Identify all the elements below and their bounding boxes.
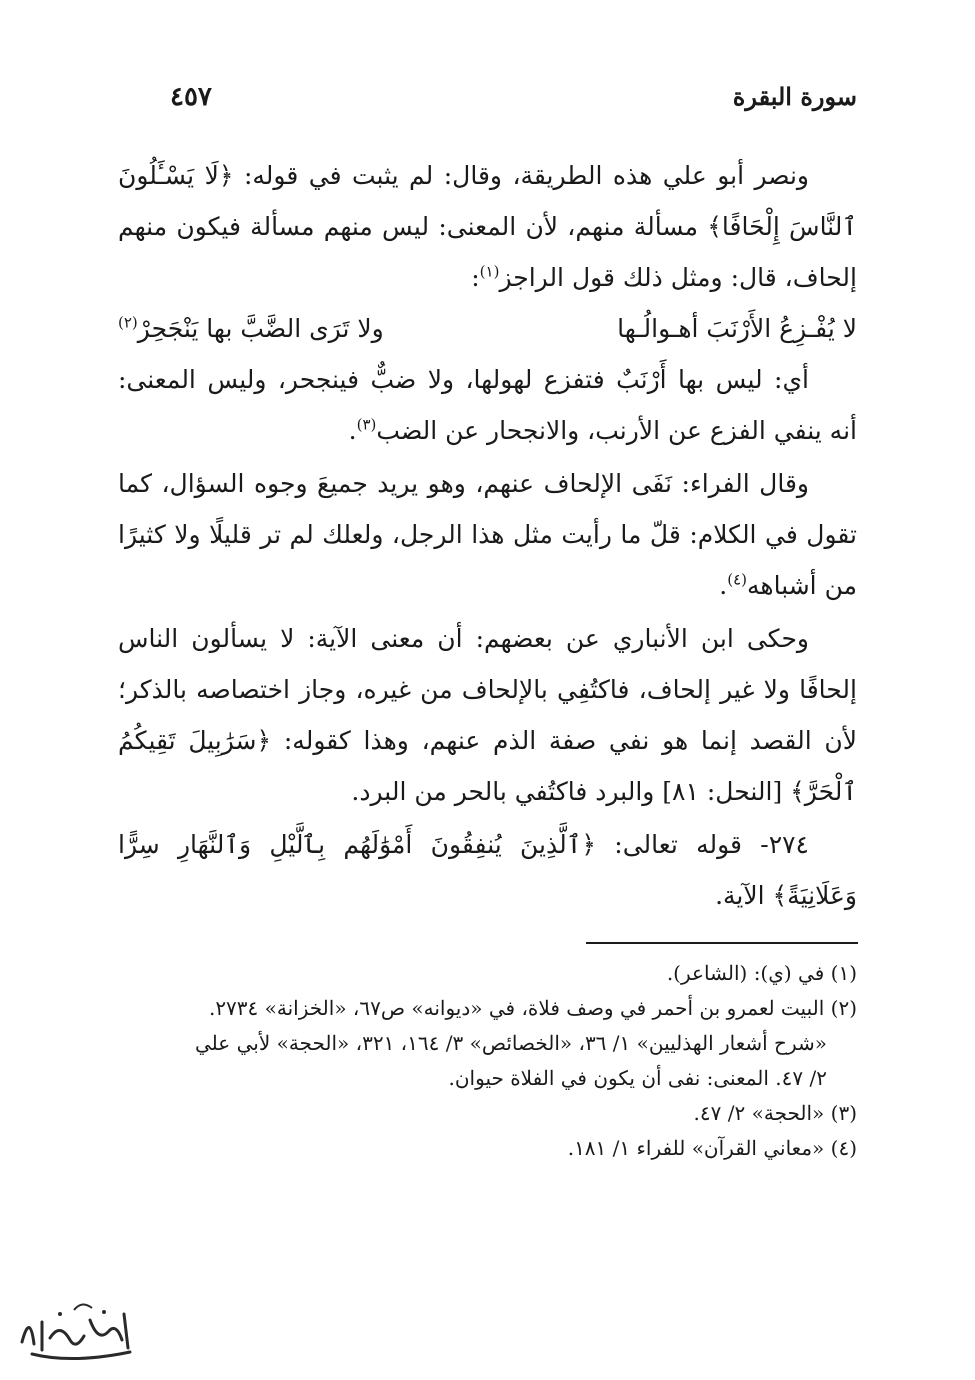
watermark-logo <box>12 1292 142 1370</box>
footnote-4: (٤) «معاني القرآن» للفراء ١/ ١٨١. <box>567 1136 857 1160</box>
paragraph-2-end: . <box>348 416 357 445</box>
paragraph-1-text: ونصر أبو علي هذه الطريقة، وقال: لم يثبت في قوله: ﴿لَا يَسْـَٔلُونَ ٱلنَّاسَ إِلْحَافًا﴾ مسألة منهم، لأن المعنى: ليس منهم مسألة فيكون منهم إلحاف، قال: ومثل ذلك قول الراجز <box>118 161 857 292</box>
sura-name: سورة البقرة <box>732 82 857 111</box>
footnote-ref-4: (٤) <box>727 570 747 589</box>
page-header <box>170 82 857 122</box>
paragraph-3-text: وقال الفراء: نَفَى الإلحاف عنهم، وهو يريد جميعَ وجوه السؤال، كما تقول في الكلام: قلّ ما رأيت مثل هذا الرجل، ولعلك لم تر قليلًا ولا كثيرًا من أشباهه <box>118 469 857 600</box>
footnote-divider <box>586 942 858 944</box>
paragraph-4: وحكى ابن الأنباري عن بعضهم: أن معنى الآية: لا يسألون الناس إلحافًا ولا غير إلحاف، فاكتُفِي بالإلحاف من غيره، وجاز اختصاصه بالذكر؛ لأن القصد إنما هو نفي صفة الذم عنهم، وهذا كقوله: ﴿سَرَٰبِيلَ تَقِيكُمُ ٱلْحَرَّ﴾ [النحل: ٨١] والبرد فاكتُفي بالحر من البرد. <box>118 624 857 806</box>
footnote-1: (١) في (ي): (الشاعر). <box>666 961 857 985</box>
footnote-ref-1: (١) <box>479 262 500 281</box>
paragraph-1-end: : <box>471 263 480 292</box>
page-number: ٤٥٧ <box>170 82 212 112</box>
footnote-2-continued: «شرح أشعار الهذليين» ١/ ٣٦، «الخصائص» ٣/ ١٦٤، ٣٢١، «الحجة» لأبي علي <box>195 1031 827 1055</box>
paragraph-3-end: . <box>719 571 728 600</box>
footnote-ref-3: (٣) <box>356 415 377 434</box>
paragraph-2-text: أي: ليس بها أَرْنَبٌ فتفزع لهولها، ولا ضبٌّ فينجحر، وليس المعنى: أنه ينفي الفزع عن الأرنب، والانجحار عن الضب <box>118 365 857 445</box>
paragraph-2 <box>118 354 857 456</box>
footnote-ref-2: (٢) <box>118 313 138 332</box>
footnote-2-continued-2: ٢/ ٤٧. المعنى: نفى أن يكون في الفلاة حيوان. <box>448 1066 827 1090</box>
footnote-2: (٢) البيت لعمرو بن أحمر في وصف فلاة، في «ديوانه» ص٦٧، «الخزانة» ٢٧٣٤. <box>208 996 857 1020</box>
footnotes <box>118 956 857 1166</box>
verse-second-hemistich-wrap <box>118 303 384 354</box>
footnote-3: (٣) «الحجة» ٢/ ٤٧. <box>693 1101 857 1125</box>
paragraph-3 <box>118 458 857 611</box>
main-text <box>118 150 857 921</box>
paragraph-1 <box>118 150 857 303</box>
poetry-verse <box>118 303 857 354</box>
paragraph-5: ٢٧٤- قوله تعالى: ﴿ٱلَّذِينَ يُنفِقُونَ أَمْوَٰلَهُم بِٱلَّيْلِ وَٱلنَّهَارِ سِرًّا وَعَلَانِيَةً﴾ الآية. <box>118 830 857 910</box>
verse-first-hemistich: لا يُفْـزِعُ الأَرْنَبَ أهـوالُـها <box>617 314 857 343</box>
verse-second-hemistich: ولا تَرَى الضَّبَّ بها يَنْجَحِرْ <box>137 314 384 343</box>
